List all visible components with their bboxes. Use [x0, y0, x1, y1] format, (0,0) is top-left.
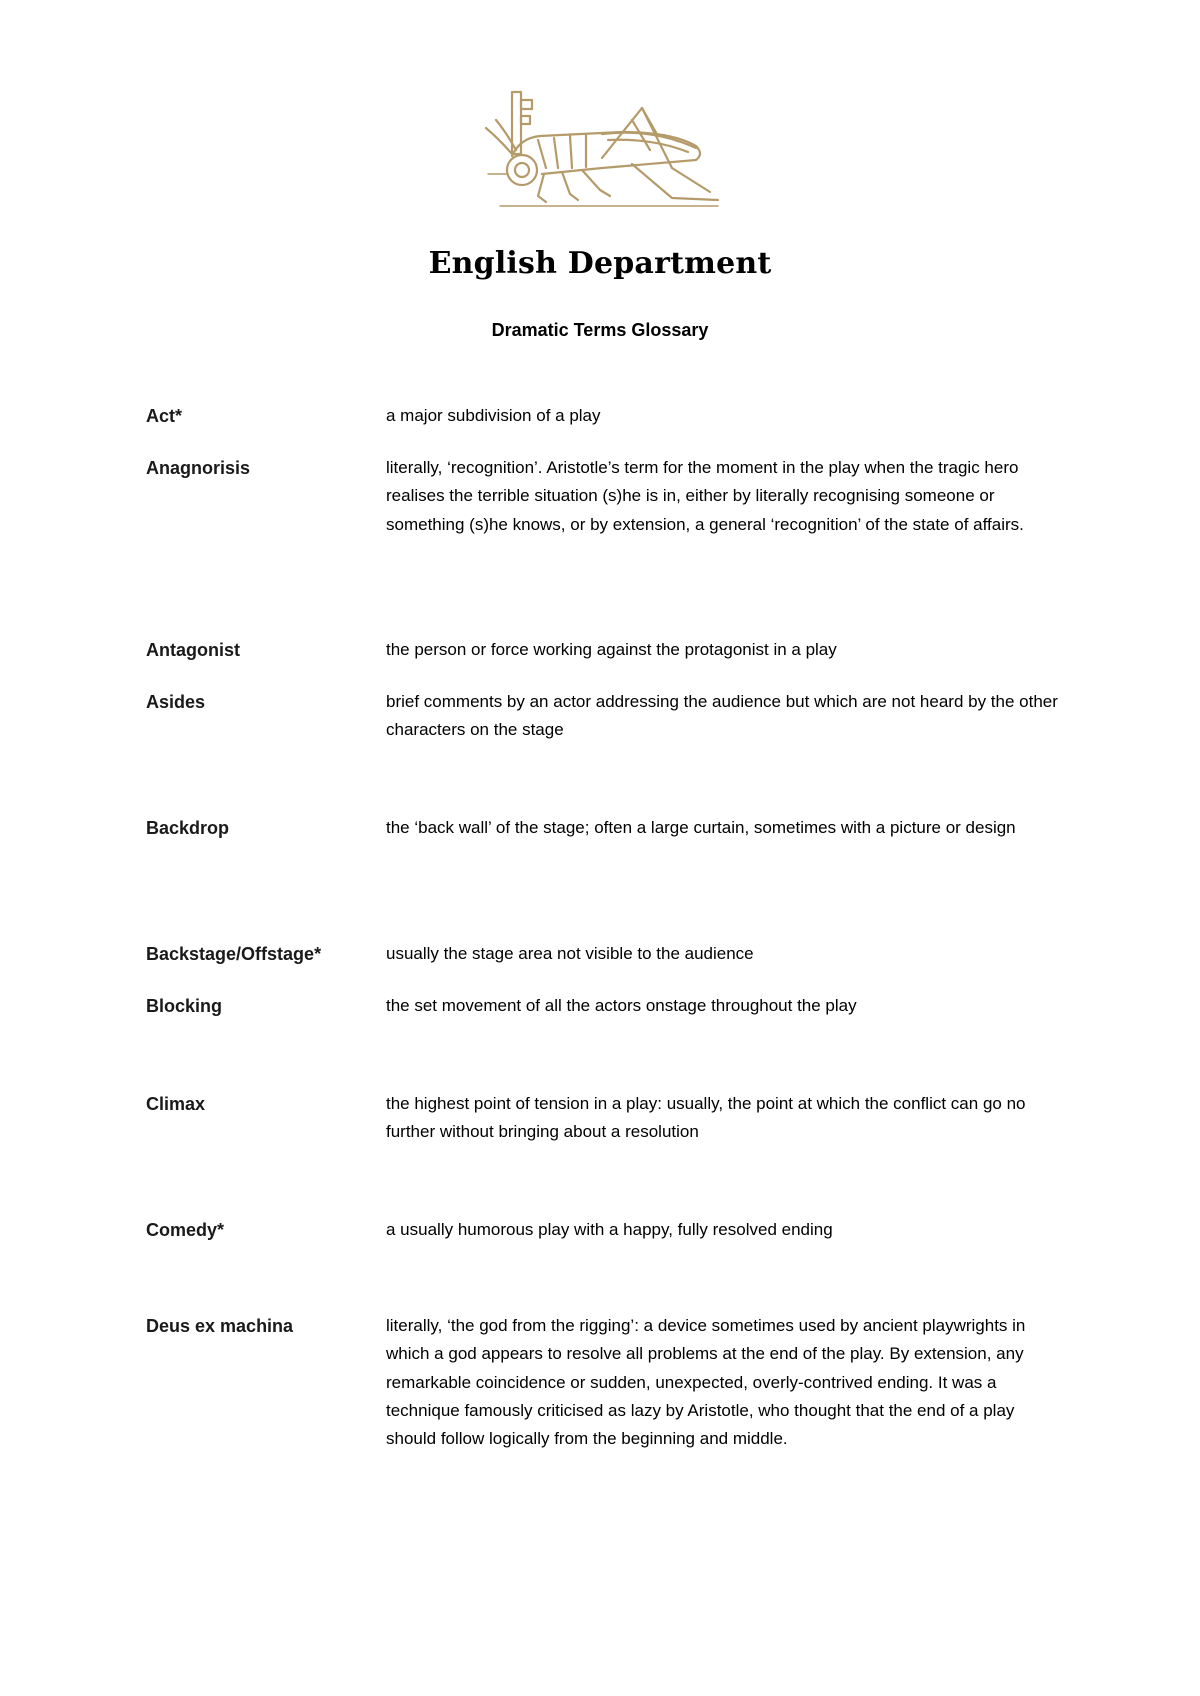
glossary-term: Blocking: [146, 996, 223, 1016]
glossary-definition: the ‘back wall’ of the stage; often a large curtain, sometimes with a picture or design: [386, 818, 1016, 837]
glossary-term: Comedy*: [146, 1220, 225, 1240]
glossary-definition: a major subdivision of a play: [386, 406, 601, 425]
glossary-definition: the highest point of tension in a play: usually, the point at which the conflict can go no further without bringing about a resolution: [386, 1094, 1026, 1142]
glossary-definition: the person or force working against the protagonist in a play: [386, 640, 837, 659]
glossary-definition: usually the stage area not visible to the audience: [386, 944, 754, 963]
glossary-term: Anagnorisis: [146, 458, 251, 478]
glossary-term: Antagonist: [146, 640, 240, 660]
glossary-term: Backstage/Offstage*: [146, 944, 322, 964]
glossary-term: Act*: [146, 406, 183, 426]
glossary-term: Climax: [146, 1094, 206, 1114]
document-title: Dramatic Terms Glossary: [491, 320, 709, 340]
glossary-definition: brief comments by an actor addressing the audience but which are not heard by the other characters on the stage: [386, 692, 1058, 740]
glossary-definition: the set movement of all the actors onstage throughout the play: [386, 996, 857, 1015]
department-title: English Department: [428, 246, 772, 281]
glossary-definition: a usually humorous play with a happy, fully resolved ending: [386, 1220, 833, 1239]
glossary-definition: literally, ‘recognition’. Aristotle’s term for the moment in the play when the tragic hero realises the terrible situation (s)he is in, either by literally recognising someone or something (s)he knows, or by extension, a general ‘recognition’ of the state of affairs.: [386, 458, 1024, 534]
glossary-term: Deus ex machina: [146, 1316, 294, 1336]
key-grasshopper-logo-icon: [482, 88, 722, 214]
glossary-term: Asides: [146, 692, 206, 712]
glossary-definition: literally, ‘the god from the rigging’: a device sometimes used by ancient playwrights in which a god appears to resolve all problems at the end of the play. By extension, any remarkable coincidence or sudden, unexpected, overly-contrived ending. It was a technique famously criticised as lazy by Aristotle, who thought that the end of a play should follow logically from the beginning and middle.: [386, 1316, 1026, 1449]
glossary-term: Backdrop: [146, 818, 230, 838]
